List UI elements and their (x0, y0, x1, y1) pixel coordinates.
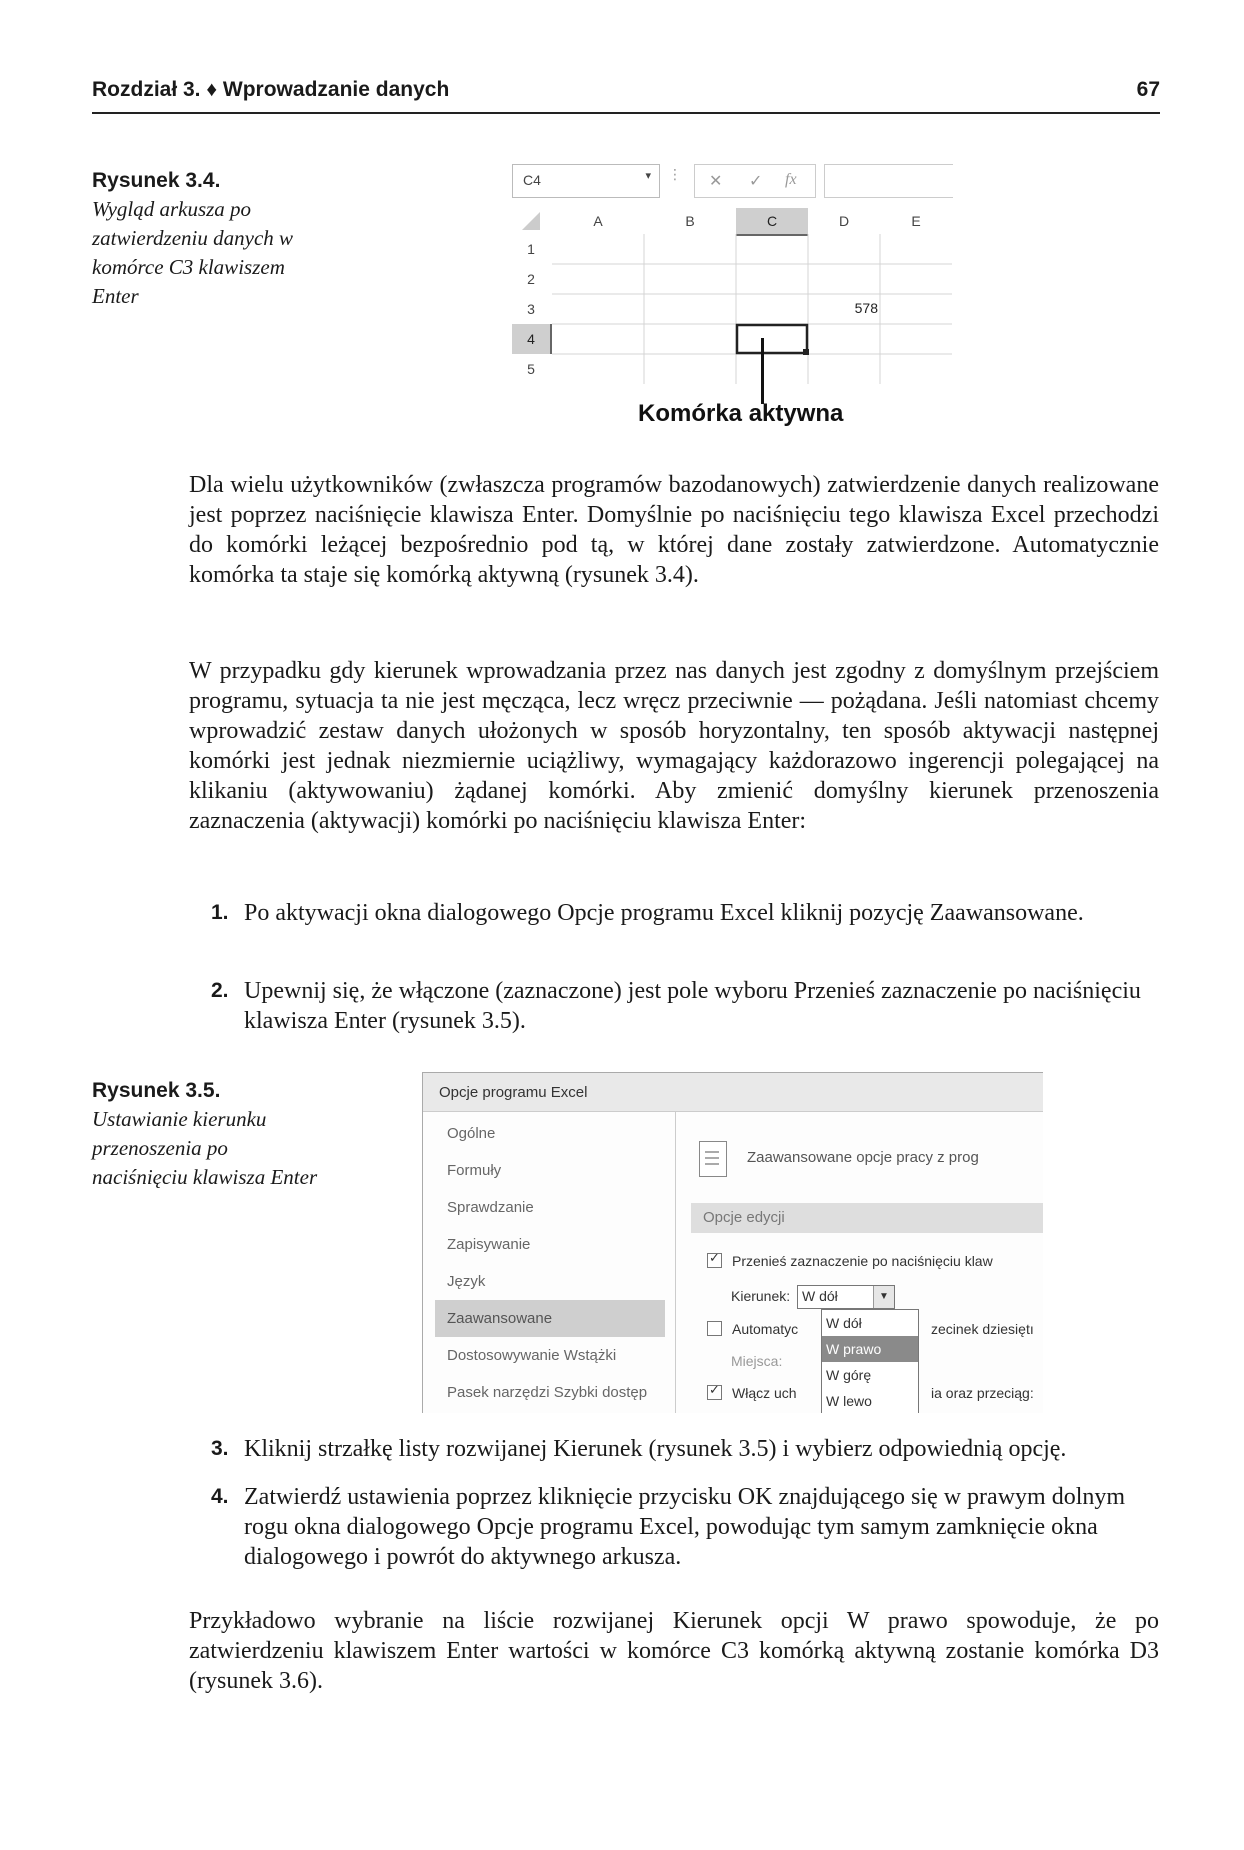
menu-item-down[interactable]: W dół (826, 1315, 862, 1331)
function-icon[interactable]: fx (785, 171, 797, 188)
nav-item-zapisywanie[interactable]: Zapisywanie (447, 1236, 531, 1253)
figure-number: Rysunek 3.5. (92, 1079, 221, 1102)
row-header-4[interactable]: 4 (512, 324, 552, 354)
figure-number: Rysunek 3.4. (92, 169, 221, 192)
list-item (211, 898, 1159, 958)
enter-icon[interactable]: ✓ (749, 173, 763, 190)
auto-decimal-checkbox[interactable] (707, 1321, 722, 1336)
menu-item-right[interactable]: W prawo (822, 1336, 918, 1362)
chevron-down-icon[interactable]: ▾ (645, 170, 651, 182)
fill-handle-checkbox[interactable] (707, 1385, 722, 1400)
list-item (211, 976, 1159, 1036)
page-number: 67 (1136, 78, 1160, 101)
fill-handle-label: Włącz uch (732, 1385, 797, 1401)
move-selection-checkbox[interactable] (707, 1253, 722, 1268)
callout-line (761, 338, 764, 404)
dialog-title-bar (423, 1073, 1043, 1112)
auto-decimal-option[interactable] (707, 1321, 798, 1337)
direction-label: Kierunek: (731, 1288, 791, 1304)
column-header-e[interactable]: E (880, 208, 952, 234)
paragraph-3: Przykładowo wybranie na liście rozwijanej Kierunek opcji W prawo spowoduje, że po zatwierdzeniu klawiszem Enter wartości w komórce C3 komórką aktywną zostanie komórka D3 (rysunek 3.6). (189, 1608, 1159, 1694)
row-header-1[interactable]: 1 (527, 241, 535, 257)
menu-item-up[interactable]: W górę (826, 1367, 872, 1383)
step-number: 3. (211, 1437, 229, 1460)
formula-bar[interactable] (824, 164, 953, 198)
name-box-value: C4 (523, 172, 541, 188)
document-icon (699, 1141, 727, 1177)
direction-dropdown-menu (821, 1309, 919, 1413)
paragraph-2: W przypadku gdy kierunek wprowadzania przez nas danych jest zgodny z domyślnym przejściem programu, sytuacja ta nie jest męcząca, lecz wręcz przeciwnie — pożądana. Jeśli natomiast chcemy wprowadzić zestaw danych ułożonych w sposób horyzontalny, ten sposób aktywacji następnej komórki jest jednak niezmiernie uciążliwy, wymagający każdorazowo ingerencji polegającej na klikaniu (aktywowaniu) żądanej komórki. Aby zmienić domyślny kierunek przenoszenia zaznaczenia (aktywacji) komórki po naciśnięciu klawisza Enter: (189, 658, 1159, 834)
paragraph-1: Dla wielu użytkowników (zwłaszcza programów bazodanowych) zatwierdzenie danych realizowane jest poprzez naciśnięcie klawisza Enter. Domyślnie po naciśnięciu tego klawisza Excel przechodzi do komórki leżącej bezpośrednio pod tą, w której dane zostały zatwierdzone. Automatycznie komórka ta staje się komórką aktywną (rysunek 3.4). (189, 472, 1159, 588)
nav-item-jezyk[interactable]: Język (447, 1273, 486, 1290)
places-label: Miejsca: (731, 1353, 783, 1369)
nav-item-wstazka[interactable]: Dostosowywanie Wstążki (447, 1347, 617, 1364)
direction-row (731, 1285, 971, 1309)
running-header (92, 78, 1160, 114)
menu-item-left[interactable]: W lewo (826, 1393, 872, 1409)
step-number: 4. (211, 1485, 229, 1508)
nav-item-ogolne[interactable]: Ogólne (447, 1125, 496, 1142)
panel-heading: Zaawansowane opcje pracy z prog (747, 1149, 979, 1166)
auto-decimal-label-tail: zecinek dziesiętı (931, 1321, 1034, 1337)
auto-decimal-label: Automatyc (732, 1321, 799, 1337)
column-header-d[interactable]: D (808, 208, 880, 234)
step-text: Po aktywacji okna dialogowego Opcje programu Excel kliknij pozycję Zaawansowane. (244, 900, 1084, 926)
column-header-b[interactable]: B (644, 208, 736, 234)
chevron-down-icon[interactable]: ▼ (873, 1286, 894, 1308)
move-selection-label: Przenieś zaznaczenie po naciśnięciu klaw (732, 1253, 993, 1269)
section-header (691, 1203, 1043, 1233)
options-nav (435, 1115, 665, 1411)
list-item (211, 1482, 1159, 1572)
step-text: Kliknij strzałkę listy rozwijanej Kierunek (rysunek 3.5) i wybierz odpowiednią opcję. (244, 1436, 1067, 1462)
chapter-title: Rozdział 3. ♦ Wprowadzanie danych (92, 78, 450, 101)
row-header-5[interactable]: 5 (527, 361, 535, 377)
direction-select[interactable] (797, 1285, 895, 1309)
figure-3-4-caption (92, 166, 322, 311)
figure-caption-text: Wygląd arkusza po zatwierdzeniu danych w komórce C3 klawiszem Enter (92, 197, 294, 308)
step-text: Upewnij się, że włączone (zaznaczone) jest pole wyboru Przenieś zaznaczenie po naciśnięciu klawisza Enter (rysunek 3.5). (244, 978, 1141, 1034)
dialog-title: Opcje programu Excel (439, 1084, 588, 1101)
nav-item-zaawansowane[interactable]: Zaawansowane (435, 1300, 665, 1337)
fill-handle-label-tail: ia oraz przeciąg: (931, 1385, 1034, 1401)
move-selection-option[interactable] (707, 1253, 993, 1269)
separator-dots-icon: ⋮ (668, 166, 682, 182)
section-title: Opcje edycji (703, 1209, 785, 1226)
nav-item-formuly[interactable]: Formuły (447, 1162, 502, 1179)
column-header-a[interactable]: A (552, 208, 644, 234)
divider (675, 1111, 676, 1413)
cell-c3[interactable]: 578 (854, 300, 878, 316)
name-box[interactable] (512, 164, 660, 198)
row-header-2[interactable]: 2 (527, 271, 535, 287)
row-header-3[interactable]: 3 (527, 301, 535, 317)
nav-item-sprawdzanie[interactable]: Sprawdzanie (447, 1199, 534, 1216)
select-all-corner[interactable] (522, 212, 540, 230)
callout-label: Komórka aktywna (638, 400, 844, 427)
figure-3-5-caption (92, 1076, 322, 1192)
fill-handle-option[interactable] (707, 1385, 797, 1401)
step-text: Zatwierdź ustawienia poprzez kliknięcie przycisku OK znajdującego się w prawym dolnym rogu okna dialogowego Opcje programu Excel, powodując tym samym zamknięcie okna dialogowego i powrót do aktywnego arkusza. (244, 1484, 1126, 1570)
cell-grid[interactable] (552, 234, 952, 384)
formula-buttons (694, 164, 816, 198)
excel-sheet-screenshot (512, 158, 952, 388)
excel-options-dialog (422, 1072, 1043, 1413)
nav-item-szybki-dostep[interactable]: Pasek narzędzi Szybki dostęp (447, 1384, 648, 1401)
step-number: 1. (211, 901, 229, 924)
list-item (211, 1434, 1159, 1464)
direction-value: W dół (802, 1288, 838, 1304)
cancel-icon[interactable]: ✕ (709, 173, 723, 190)
figure-caption-text: Ustawianie kierunku przenoszenia po naciśnięciu klawisza Enter (92, 1107, 318, 1189)
column-header-c[interactable]: C (736, 208, 808, 236)
step-number: 2. (211, 979, 229, 1002)
